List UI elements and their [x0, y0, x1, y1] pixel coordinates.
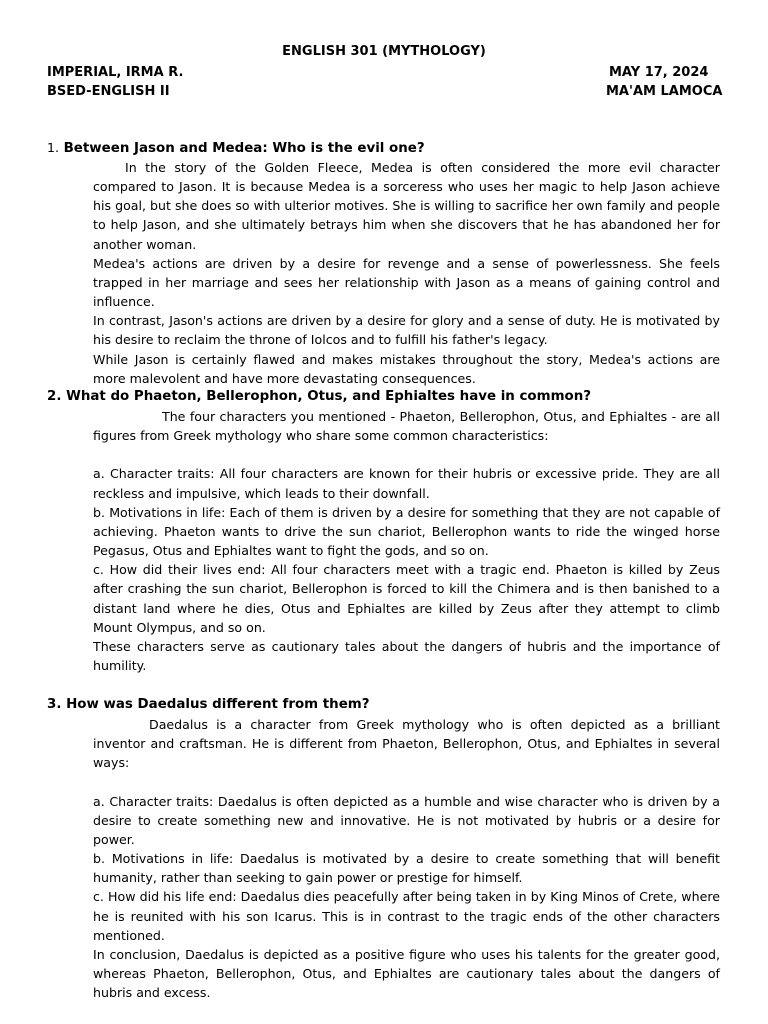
answer-2-conclusion: These characters serve as cautionary tales about the dangers of hubris and the importance of humility.	[93, 638, 720, 674]
answer-2-item-a: a. Character traits: All four characters are known for their hubris or excessive pride. They are all reckless and impulsive, which leads to their downfall.	[93, 466, 720, 501]
answer-1	[93, 158, 720, 388]
question-1-heading	[47, 138, 425, 159]
answer-3-conclusion: In conclusion, Daedalus is depicted as a positive figure who uses his talents for the greater good, whereas Phaeton, Bellerophon, Otus, and Ephialtes are cautionary tales about the dangers of hubris and excess.	[93, 946, 720, 1001]
answer-2-intro: The four characters you mentioned - Phaeton, Bellerophon, Otus, and Ephialtes - are all figures from Greek mythology who share some common characteristics:	[93, 409, 720, 444]
course-title: ENGLISH 301 (MYTHOLOGY)	[282, 44, 486, 59]
student-program: BSED-ENGLISH II	[47, 84, 170, 99]
answer-3-item-c: c. How did his life end: Daedalus dies peacefully after being taken in by King Minos of Crete, where he is reunited with his son Icarus. This is in contrast to the tragic ends of the other characters mentioned.	[93, 889, 720, 943]
answer-1-paragraph: In the story of the Golden Fleece, Medea is often considered the more evil character compared to Jason. It is because Medea is a sorceress who uses her magic to help Jason achieve his goal, but she does so with ulterior motives. She is willing to sacrifice her own family and people to help Jason, and she ultimately betrays him when she discovers that he has abandoned her for another woman.	[93, 160, 720, 252]
answer-3-item-a: a. Character traits: Daedalus is often depicted as a humble and wise character who is driven by a desire to create something new and innovative. He is not motivated by hubris or a desire for power.	[93, 793, 720, 847]
answer-1-paragraph: In contrast, Jason's actions are driven by a desire for glory and a sense of duty. He is motivated by his desire to reclaim the throne of Iolcos and to fulfill his father's legacy.	[93, 313, 720, 348]
question-1-title: Between Jason and Medea: Who is the evil one?	[58, 141, 425, 156]
question-2-heading: 2. What do Phaeton, Bellerophon, Otus, and Ephialtes have in common?	[47, 389, 592, 404]
answer-1-paragraph: While Jason is certainly flawed and makes mistakes throughout the story, Medea's actions are more malevolent and have more devastating consequences.	[93, 351, 720, 386]
answer-1-paragraph: Medea's actions are driven by a desire for revenge and a sense of powerlessness. She feels trapped in her marriage and sees her relationship with Jason as a means of gaining control and influence.	[93, 255, 720, 310]
answer-2-item-c: c. How did their lives end: All four characters meet with a tragic end. Phaeton is killed by Zeus after crashing the sun chariot, Bellerophon is forced to kill the Chimera and is then banished to a distant land where he dies, Otus and Ephialtes are killed by Zeus after they attempt to climb Mount Olympus, and so on.	[93, 562, 720, 635]
answer-3-intro: Daedalus is a character from Greek mythology who is often depicted as a brilliant inventor and craftsman. He is different from Phaeton, Bellerophon, Otus, and Ephialtes in several ways:	[93, 717, 720, 771]
student-name: IMPERIAL, IRMA R.	[47, 65, 184, 80]
answer-2-item-b: b. Motivations in life: Each of them is driven by a desire for something that they are not capable of achieving. Phaeton wants to drive the sun chariot, Bellerophon wants to ride the winged horse Pegasus, Otus and Ephialtes want to fight the gods, and so on.	[93, 504, 720, 559]
question-3-heading: 3. How was Daedalus different from them?	[47, 697, 370, 712]
submission-date: MAY 17, 2024	[609, 65, 709, 80]
answer-3	[93, 715, 720, 1002]
question-1-number: 1.	[47, 140, 59, 155]
instructor-name: MA'AM LAMOCA	[606, 84, 723, 99]
answer-3-item-b: b. Motivations in life: Daedalus is motivated by a desire to create something that will benefit humanity, rather than seeking to gain power or prestige for himself.	[93, 851, 720, 886]
answer-2	[93, 407, 720, 675]
